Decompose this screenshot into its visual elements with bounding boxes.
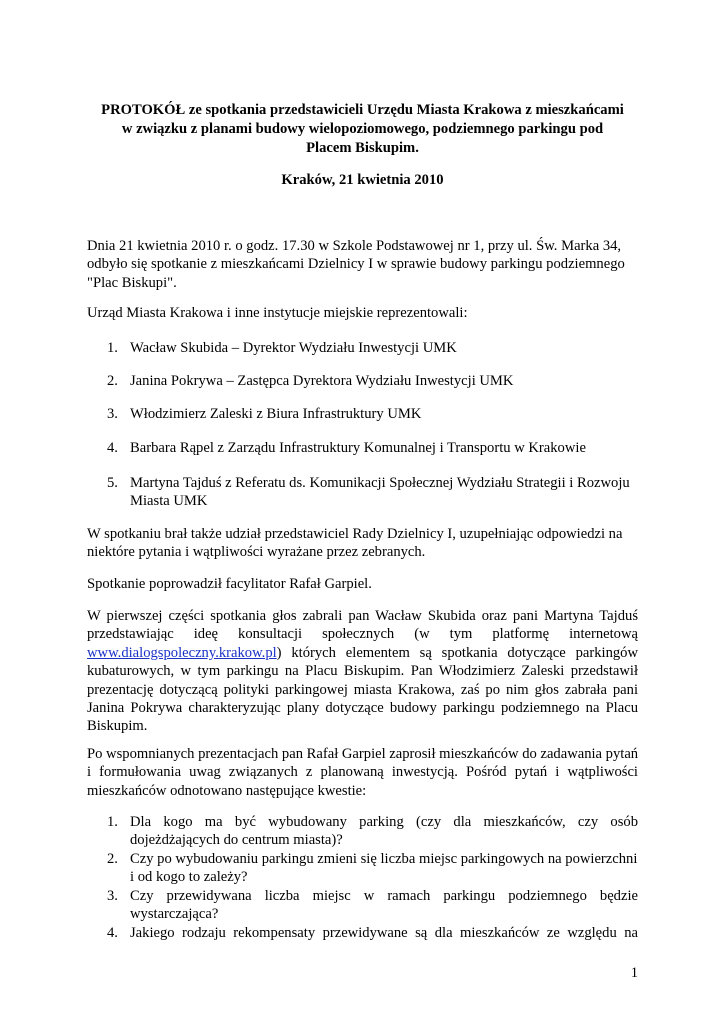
text-line: prezentację dotyczącą polityki parkingowej miasta Krakowa, zaś po nim głos zabrała pani: [87, 681, 638, 698]
list-number: 1.: [107, 340, 118, 356]
text-line: Biskupim.: [87, 718, 148, 735]
list-text: Janina Pokrywa – Zastępca Dyrektora Wydziału Inwestycji UMK: [130, 373, 514, 389]
text-line: W spotkaniu brał także udział przedstawiciel Rady Dzielnicy I, uzupełniając odpowiedzi na: [87, 526, 623, 542]
list-number: 3.: [107, 888, 118, 904]
representatives-heading: Urząd Miasta Krakowa i inne instytucje miejskie reprezentowali:: [87, 305, 468, 321]
list-number: 2.: [107, 851, 118, 867]
first-part-paragraph: [87, 607, 638, 736]
title-line: w związku z planami budowy wielopoziomowego, podziemnego parkingu pod: [121, 121, 604, 137]
list-text: Włodzimierz Zaleski z Biura Infrastruktury UMK: [130, 406, 422, 422]
list-number: 1.: [107, 814, 118, 830]
list-number: 3.: [107, 406, 118, 422]
text-line: przedstawiając ideę konsultacji społecznych (w tym platformę internetową: [87, 626, 638, 643]
text-segment: ) których elementem są spotkania dotyczące parkingów: [276, 644, 638, 661]
place-date: Kraków, 21 kwietnia 2010: [281, 172, 444, 188]
list-text: Jakiego rodzaju rekompensaty przewidywane są dla mieszkańców ze względu na: [130, 925, 638, 941]
list-text: wystarczająca?: [130, 906, 219, 923]
list-text: Wacław Skubida – Dyrektor Wydziału Inwestycji UMK: [130, 340, 457, 356]
list-text: i od kogo to zależy?: [130, 869, 248, 886]
council-paragraph: [87, 525, 638, 562]
list-text: Dla kogo ma być wybudowany parking (czy dla mieszkańców, czy osób: [130, 814, 638, 830]
list-text: Czy przewidywana liczba miejsc w ramach parkingu podziemnego będzie: [130, 888, 638, 904]
list-text: Miasta UMK: [130, 493, 208, 510]
dialog-link[interactable]: www.dialogspoleczny.krakow.pl: [87, 644, 277, 661]
text-line: mieszkańców odnotowano następujące kwestie:: [87, 782, 367, 799]
list-text: dojeżdżających do centrum miasta)?: [130, 832, 343, 849]
list-text: Martyna Tajduś z Referatu ds. Komunikacji Społecznej Wydziału Strategii i Rozwoju: [130, 475, 630, 491]
list-number: 4.: [107, 440, 118, 456]
text-line: Janina Pokrywa charakteryzując plany dotyczące budowy parkingu podziemnego na Placu: [87, 700, 638, 717]
questions-intro-paragraph: [87, 745, 638, 800]
title-line: Placem Biskupim.: [306, 140, 419, 156]
page-number: 1: [630, 965, 638, 981]
title-line: PROTOKÓŁ ze spotkania przedstawicieli Urzędu Miasta Krakowa z mieszkańcami: [101, 102, 624, 118]
list-text: Czy po wybudowaniu parkingu zmieni się liczba miejsc parkingowych na powierzchni: [130, 851, 638, 867]
text-line: Dnia 21 kwietnia 2010 r. o godz. 17.30 w Szkole Podstawowej nr 1, przy ul. Św. Marka 34,: [87, 238, 622, 254]
list-text: Barbara Rąpel z Zarządu Infrastruktury Komunalnej i Transportu w Krakowie: [130, 440, 586, 456]
list-number: 4.: [107, 925, 118, 941]
text-line: i formułowania uwag związanych z planowaną inwestycją. Pośród pytań i wątpliwości: [87, 764, 638, 781]
text-line: niektóre pytania i wątpliwości wyrażane przez zebranych.: [87, 544, 426, 561]
text-line: W pierwszej części spotkania głos zabrali pan Wacław Skubida oraz pani Martyna Tajduś: [87, 608, 638, 624]
facilitator-paragraph: Spotkanie poprowadził facylitator Rafał Garpiel.: [87, 576, 372, 592]
text-line: Po wspomnianych prezentacjach pan Rafał Garpiel zaprosił mieszkańców do zadawania pytań: [87, 746, 639, 762]
text-line: [87, 644, 638, 662]
text-line: "Plac Biskupi".: [87, 274, 177, 291]
list-number: 2.: [107, 373, 118, 389]
list-number: 5.: [107, 475, 118, 491]
document-title: [60, 101, 665, 158]
intro-paragraph: [87, 237, 638, 292]
text-line: kubaturowych, w tym parkingu na Placu Biskupim. Pan Włodzimierz Zaleski przedstawił: [87, 663, 638, 680]
text-line: odbyło się spotkanie z mieszkańcami Dzielnicy I w sprawie budowy parkingu podziemnego: [87, 256, 625, 273]
